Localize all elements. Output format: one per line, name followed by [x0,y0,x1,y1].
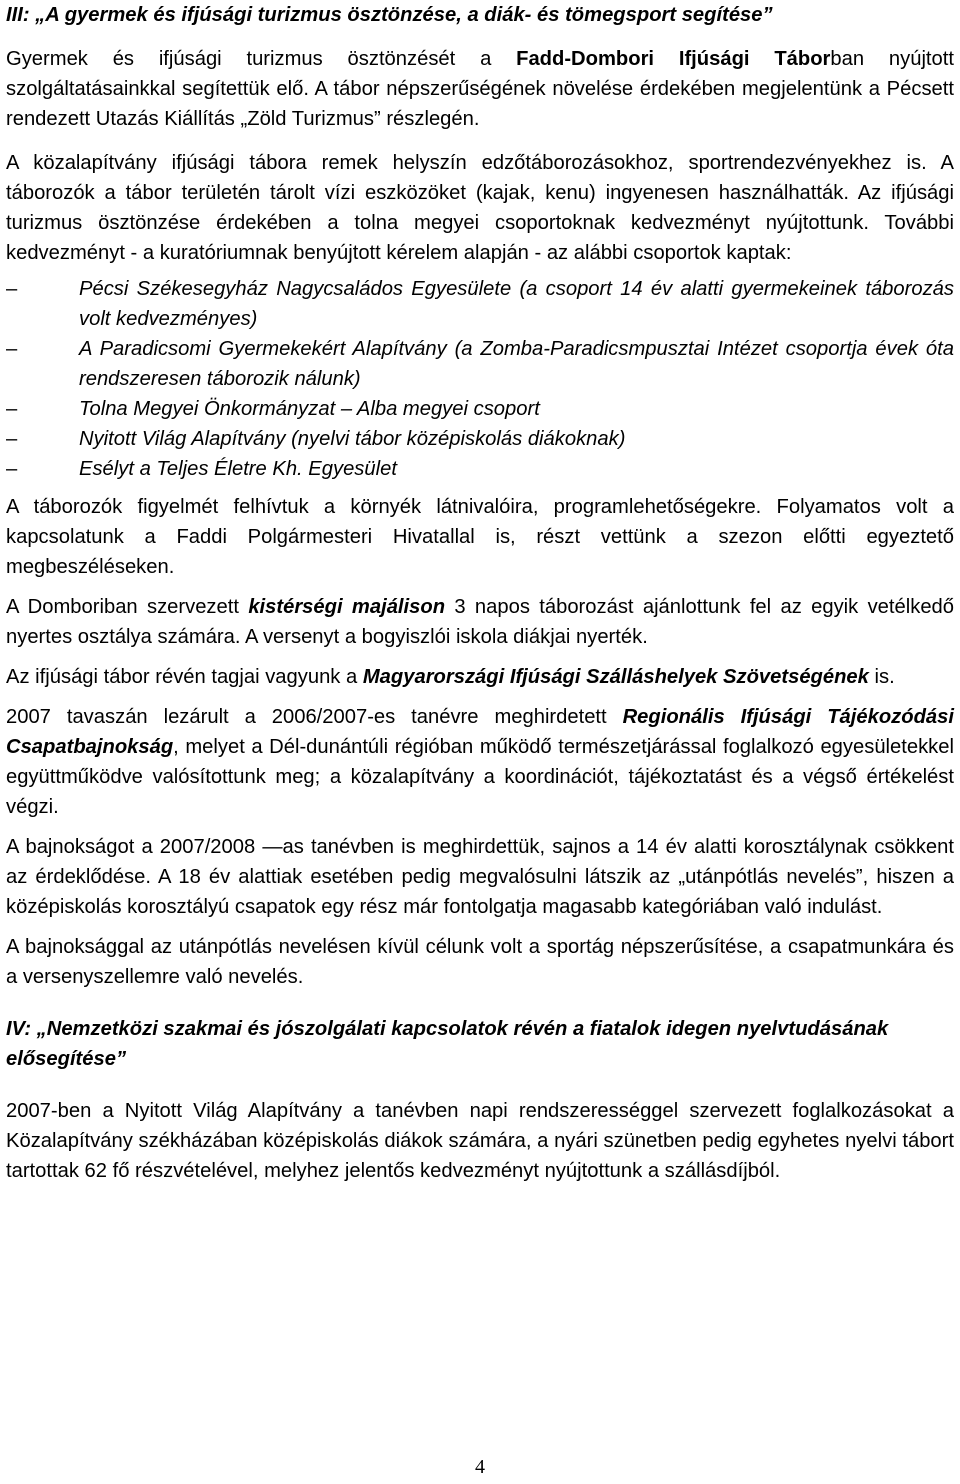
paragraph-language-camp: 2007-ben a Nyitott Világ Alapítvány a tanévben napi rendszerességgel szervezett foglalkozásokat a Közalapítvány székházában középiskolás diákok számára, a nyári szünetben pedig egyhetes nyelvi tábort tartottak 62 fő részvételével, melyhez jelentős kedvezményt nyújtottunk a szállásdíjból. [6,1100,954,1182]
list-item-text: Nyitott Világ Alapítvány (nyelvi tábor középiskolás diákoknak) [79,428,626,450]
bold-italic-association: Magyarországi Ifjúsági Szálláshelyek Szövetségének [362,666,869,688]
bold-camp-name: Fadd-Dombori Ifjúsági Tábor [516,48,831,70]
list-item [6,394,954,424]
text-run: Gyermek és ifjúsági turizmus ösztönzését a [6,48,517,70]
dash-bullet: – [6,338,18,360]
section-3-heading: III: „A gyermek és ifjúsági turizmus ösztönzése, a diák- és tömegsport segítése” [6,4,773,26]
paragraph-membership [6,662,954,692]
list-item-text: A Paradicsomi Gyermekekért Alapítvány (a Zomba-Paradicsmpusztai Intézet csoportja évek óta rendszeresen táborozik nálunk) [79,338,954,390]
paragraph-goals: A bajnoksággal az utánpótlás nevelésen kívül célunk volt a sportág népszerűsítése, a csapatmunkára és a versenyszellemre való nevelés. [6,936,954,988]
section-4-heading: IV: „Nemzetközi szakmai és jószolgálati kapcsolatok révén a fiatalok idegen nyelvtudásának elősegítése” [6,1018,889,1070]
list-item [6,424,954,454]
list-item [6,454,954,484]
text-run: 2007 tavaszán lezárult a 2006/2007-es tanévre meghirdetett [6,706,623,728]
text-run: A Domboriban szervezett [6,596,249,618]
text-run: Az ifjúsági tábor révén tagjai vagyunk a [6,666,363,688]
paragraph-sport-camp: A közalapítvány ifjúsági tábora remek helyszín edzőtáborozásokhoz, sportrendezvényekhez is. A táborozók a tábor területén tárolt vízi eszközöket (kajak, kenu) ingyenesen használhatták. Az ifjúsági turizmus ösztönzése érdekében a tolna megyei csoportoknak kedvezményt nyújtottunk. További kedvezményt - a kuratóriumnak benyújtott kérelem alapján - az alábbi csoportok kaptak: [6,152,954,264]
paragraph-attractions: A táborozók figyelmét felhívtuk a környék látnivalóira, programlehetőségekre. Folyamatos volt a kapcsolatunk a Faddi Polgármesteri Hivatallal is, részt vettünk a szezon előtti egyeztető megbeszéléseken. [6,496,954,578]
dash-bullet: – [6,428,18,450]
text-run: is. [868,666,895,688]
dash-bullet: – [6,278,18,300]
list-item-text: Tolna Megyei Önkormányzat – Alba megyei csoport [79,398,540,420]
list-item-text: Esélyt a Teljes Életre Kh. Egyesület [79,458,397,480]
paragraph-fadd-dombori [6,44,954,134]
discount-group-list [6,274,954,484]
paragraph-championship [6,702,954,822]
text-run: ban nyújtott szolgáltatásainkkal segítettük elő. A tábor népszerűségének növelése érdekében megjelentünk a Pécsett rendezett Utazás Kiállítás „Zöld Turizmus” részlegén. [6,48,954,130]
bold-italic-championship: Regionális Ifjúsági Tájékozódási Csapatbajnokság [6,706,954,758]
text-run: , melyet a Dél-dunántúli régióban működő természetjárással foglalkozó egyesületekkel együttműködve valósítottunk meg; a közalapítvány a koordinációt, tájékoztatást és a végső értékelést végzi. [6,736,954,818]
list-item-text: Pécsi Székesegyház Nagycsaládos Egyesülete (a csoport 14 év alatti gyermekeinek táborozás volt kedvezményes) [79,278,954,330]
paragraph-majalis [6,592,954,652]
list-item [6,274,954,334]
paragraph-championship-2008: A bajnokságot a 2007/2008 —as tanévben is meghirdettük, sajnos a 14 év alatti korosztálynak csökkent az érdeklődése. A 18 év alattiak esetében pedig megvalósulni látszik az „utánpótlás nevelés”, hiszen a középiskolás korosztályú csapatok egy rész már fontolgatja magasabb kategóriában való indulást. [6,836,954,918]
page-number: 4 [475,1456,485,1478]
dash-bullet: – [6,458,18,480]
bold-italic-event: kistérségi majálison [248,596,446,618]
list-item [6,334,954,394]
text-run: 3 napos táborozást ajánlottunk fel az egyik vetélkedő nyertes osztálya számára. A versenyt a bogyiszlói iskola diákjai nyerték. [6,596,954,648]
dash-bullet: – [6,398,18,420]
